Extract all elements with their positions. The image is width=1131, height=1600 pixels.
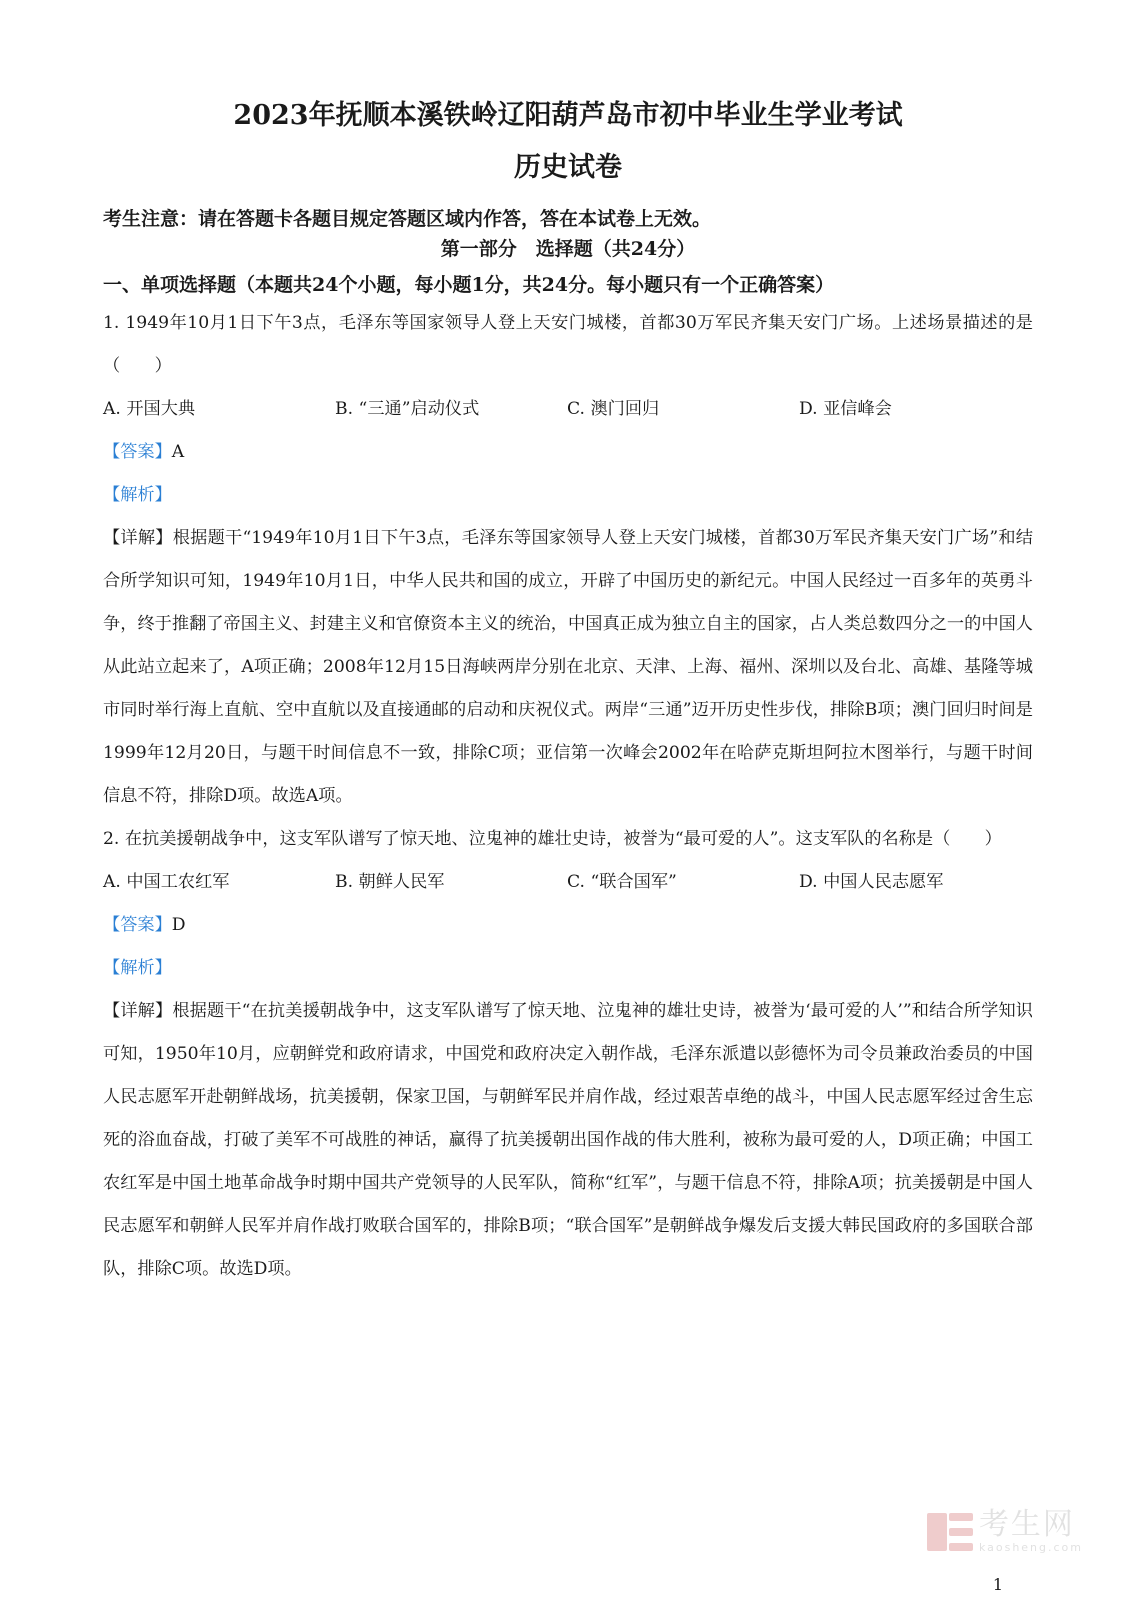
watermark-logo-icon [927, 1513, 973, 1551]
part-title: 第一部分 选择题（共24分） [440, 238, 696, 260]
analysis-tag: 【解析】 [103, 958, 172, 978]
watermark-cn: 考生网 [978, 1507, 1075, 1542]
answer-line [103, 904, 1033, 947]
section-title: 一、单项选择题（本题共24个小题，每小题1分，共24分。每小题只有一个正确答案） [103, 274, 835, 296]
candidate-notice: 考生注意：请在答题卡各题目规定答题区域内作答，答在本试卷上无效。 [103, 208, 712, 230]
option-d: D. 中国人民志愿军 [799, 872, 944, 892]
detail-tag: 【详解】 [103, 528, 173, 548]
analysis-line [103, 947, 1033, 990]
watermark-en: kaosheng.com [978, 1541, 1083, 1554]
option-b: B. “三通”启动仪式 [335, 399, 480, 419]
exam-subtitle: 历史试卷 [514, 152, 622, 183]
answer-tag: 【答案】 [103, 442, 172, 462]
option-a: A. 开国大典 [103, 399, 196, 419]
exam-page [103, 90, 1033, 1291]
detail-paragraph [103, 517, 1033, 818]
option-d: D. 亚信峰会 [799, 399, 892, 419]
exam-title: 2023年抚顺本溪铁岭辽阳葫芦岛市初中毕业生学业考试 [233, 100, 903, 131]
question-stem: 1. 1949年10月1日下午3点，毛泽东等国家领导人登上天安门城楼，首都30万军民齐集天安门广场。上述场景描述的是（ ） [103, 313, 1033, 376]
detail-text: 根据题干“1949年10月1日下午3点，毛泽东等国家领导人登上天安门城楼，首都30万军民齐集天安门广场”和结合所学知识可知，1949年10月1日，中华人民共和国的成立，开辟了中国历史的新纪元。中国人民经过一百多年的英勇斗争，终于推翻了帝国主义、封建主义和官僚资本主义的统治，中国真正成为独立自主的国家，占人类总数四分之一的中国人从此站立起来了，A项正确；2008年12月15日海峡两岸分别在北京、天津、上海、福州、深圳以及台北、高雄、基隆等城市同时举行海上直航、空中直航以及直接通邮的启动和庆祝仪式。两岸“三通”迈开历史性步伐，排除B项；澳门回归时间是1999年12月20日，与题干时间信息不一致，排除C项；亚信第一次峰会2002年在哈萨克斯坦阿拉木图举行，与题干时间信息不符，排除D项。故选A项。 [103, 528, 1033, 806]
detail-tag: 【详解】 [103, 1001, 173, 1021]
question-2 [103, 818, 1033, 1291]
answer-line [103, 431, 1033, 474]
option-b: B. 朝鲜人民军 [335, 872, 445, 892]
analysis-line [103, 474, 1033, 517]
detail-paragraph [103, 990, 1033, 1291]
option-a: A. 中国工农红军 [103, 872, 230, 892]
question-options [103, 861, 1033, 904]
question-options [103, 388, 1033, 431]
analysis-tag: 【解析】 [103, 485, 172, 505]
question-1 [103, 302, 1033, 818]
option-c: C. “联合国军” [567, 872, 677, 892]
answer-value: D [171, 915, 186, 935]
question-stem: 2. 在抗美援朝战争中，这支军队谱写了惊天地、泣鬼神的雄壮史诗，被誉为“最可爱的人”。这支军队的名称是（ ） [103, 829, 1002, 849]
page-number: 1 [992, 1575, 1003, 1594]
site-watermark [927, 1509, 1083, 1554]
answer-tag: 【答案】 [103, 915, 172, 935]
option-c: C. 澳门回归 [567, 399, 660, 419]
detail-text: 根据题干“在抗美援朝战争中，这支军队谱写了惊天地、泣鬼神的雄壮史诗，被誉为‘最可爱的人’”和结合所学知识可知，1950年10月，应朝鲜党和政府请求，中国党和政府决定入朝作战，毛泽东派遣以彭德怀为司令员兼政治委员的中国人民志愿军开赴朝鲜战场，抗美援朝，保家卫国，与朝鲜军民并肩作战，经过艰苦卓绝的战斗，中国人民志愿军经过舍生忘死的浴血奋战，打破了美军不可战胜的神话，赢得了抗美援朝出国作战的伟大胜利，被称为最可爱的人，D项正确；中国工农红军是中国土地革命战争时期中国共产党领导的人民军队，简称“红军”，与题干信息不符，排除A项；抗美援朝是中国人民志愿军和朝鲜人民军并肩作战打败联合国军的，排除B项；“联合国军”是朝鲜战争爆发后支援大韩民国政府的多国联合部队，排除C项。故选D项。 [103, 1001, 1033, 1279]
answer-value: A [171, 442, 185, 462]
watermark-text [979, 1509, 1083, 1554]
